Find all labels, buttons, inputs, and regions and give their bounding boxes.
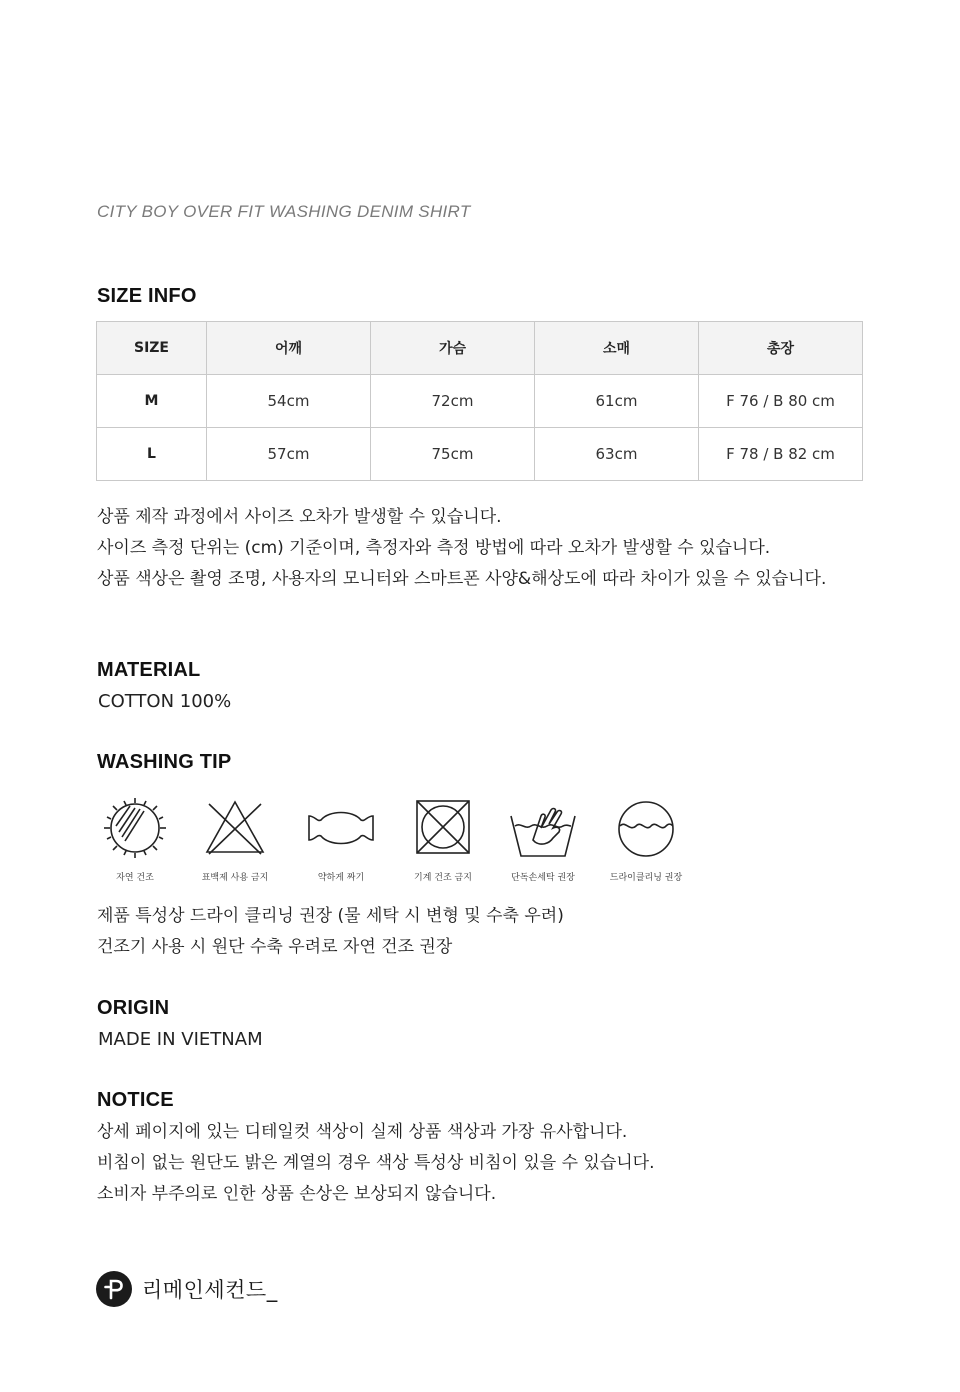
size-cell: M xyxy=(97,375,207,428)
wash-icon-item xyxy=(184,796,286,883)
origin-value: MADE IN VIETNAM xyxy=(98,1029,263,1050)
header-size: SIZE xyxy=(97,322,207,375)
no-machine-dry-icon xyxy=(407,796,479,860)
notice-line: 소비자 부주의로 인한 상품 손상은 보상되지 않습니다. xyxy=(97,1184,497,1204)
size-table xyxy=(96,321,863,481)
wash-icon-item xyxy=(492,796,594,883)
wash-icon-item xyxy=(595,796,697,883)
size-note-line: 상품 제작 과정에서 사이즈 오차가 발생할 수 있습니다. xyxy=(97,507,502,527)
chest-cell: 72cm xyxy=(371,375,535,428)
wash-icon-item xyxy=(290,796,392,883)
shoulder-cell: 57cm xyxy=(207,428,371,481)
material-value: COTTON 100% xyxy=(98,691,232,712)
sleeve-cell: 63cm xyxy=(535,428,699,481)
header-chest: 가슴 xyxy=(371,322,535,375)
wash-icon-label: 기계 건조 금지 xyxy=(414,873,472,883)
size-table-header-row xyxy=(97,322,863,375)
wash-icon-label: 표백제 사용 금지 xyxy=(201,873,269,883)
table-row xyxy=(97,428,863,481)
hand-wash-icon xyxy=(507,796,579,860)
table-row xyxy=(97,375,863,428)
notice-line: 비침이 없는 원단도 밝은 계열의 경우 색상 특성상 비침이 있을 수 있습니다. xyxy=(97,1153,655,1173)
size-cell: L xyxy=(97,428,207,481)
washing-note-line: 건조기 사용 시 원단 수축 우려로 자연 건조 권장 xyxy=(97,937,453,957)
wash-icon-label: 단독손세탁 권장 xyxy=(511,873,575,883)
washing-notes xyxy=(97,901,564,963)
wash-icon-label: 약하게 짜기 xyxy=(317,873,365,883)
natural-dry-icon xyxy=(99,796,171,860)
wash-icon-item xyxy=(84,796,186,883)
no-bleach-icon xyxy=(199,796,271,860)
origin-title: ORIGIN xyxy=(97,997,170,1019)
brand xyxy=(96,1271,278,1307)
washing-note-line: 제품 특성상 드라이 클리닝 권장 (물 세탁 시 변형 및 수축 우려) xyxy=(97,906,564,926)
header-sleeve: 소매 xyxy=(535,322,699,375)
washing-tip-title: WASHING TIP xyxy=(97,751,232,773)
dry-clean-icon xyxy=(610,796,682,860)
washing-icon-row xyxy=(97,796,717,888)
chest-cell: 75cm xyxy=(371,428,535,481)
size-note-line: 상품 색상은 촬영 조명, 사용자의 모니터와 스마트폰 사양&해상도에 따라 차이가 있을 수 있습니다. xyxy=(97,569,827,589)
length-cell: F 78 / B 82 cm xyxy=(699,428,863,481)
brand-p-logo-icon xyxy=(96,1271,132,1307)
notice-line: 상세 페이지에 있는 디테일컷 색상이 실제 상품 색상과 가장 유사합니다. xyxy=(97,1122,628,1142)
header-shoulder: 어깨 xyxy=(207,322,371,375)
notice-title: NOTICE xyxy=(97,1089,174,1111)
wash-icon-label: 자연 건조 xyxy=(116,873,154,883)
size-note-line: 사이즈 측정 단위는 (cm) 기준이며, 측정자와 측정 방법에 따라 오차가 발생할 수 있습니다. xyxy=(97,538,771,558)
material-title: MATERIAL xyxy=(97,659,201,681)
size-info-title: SIZE INFO xyxy=(97,285,197,307)
brand-name: 리메인세컨드_ xyxy=(142,1278,278,1302)
product-name: CITY BOY OVER FIT WASHING DENIM SHIRT xyxy=(97,202,471,221)
notice-lines xyxy=(97,1117,655,1210)
header-length: 총장 xyxy=(699,322,863,375)
size-notes xyxy=(97,502,826,595)
wash-icon-label: 드라이클리닝 권장 xyxy=(609,873,683,883)
sleeve-cell: 61cm xyxy=(535,375,699,428)
shoulder-cell: 54cm xyxy=(207,375,371,428)
length-cell: F 76 / B 80 cm xyxy=(699,375,863,428)
gentle-wring-icon xyxy=(305,796,377,860)
wash-icon-item xyxy=(392,796,494,883)
